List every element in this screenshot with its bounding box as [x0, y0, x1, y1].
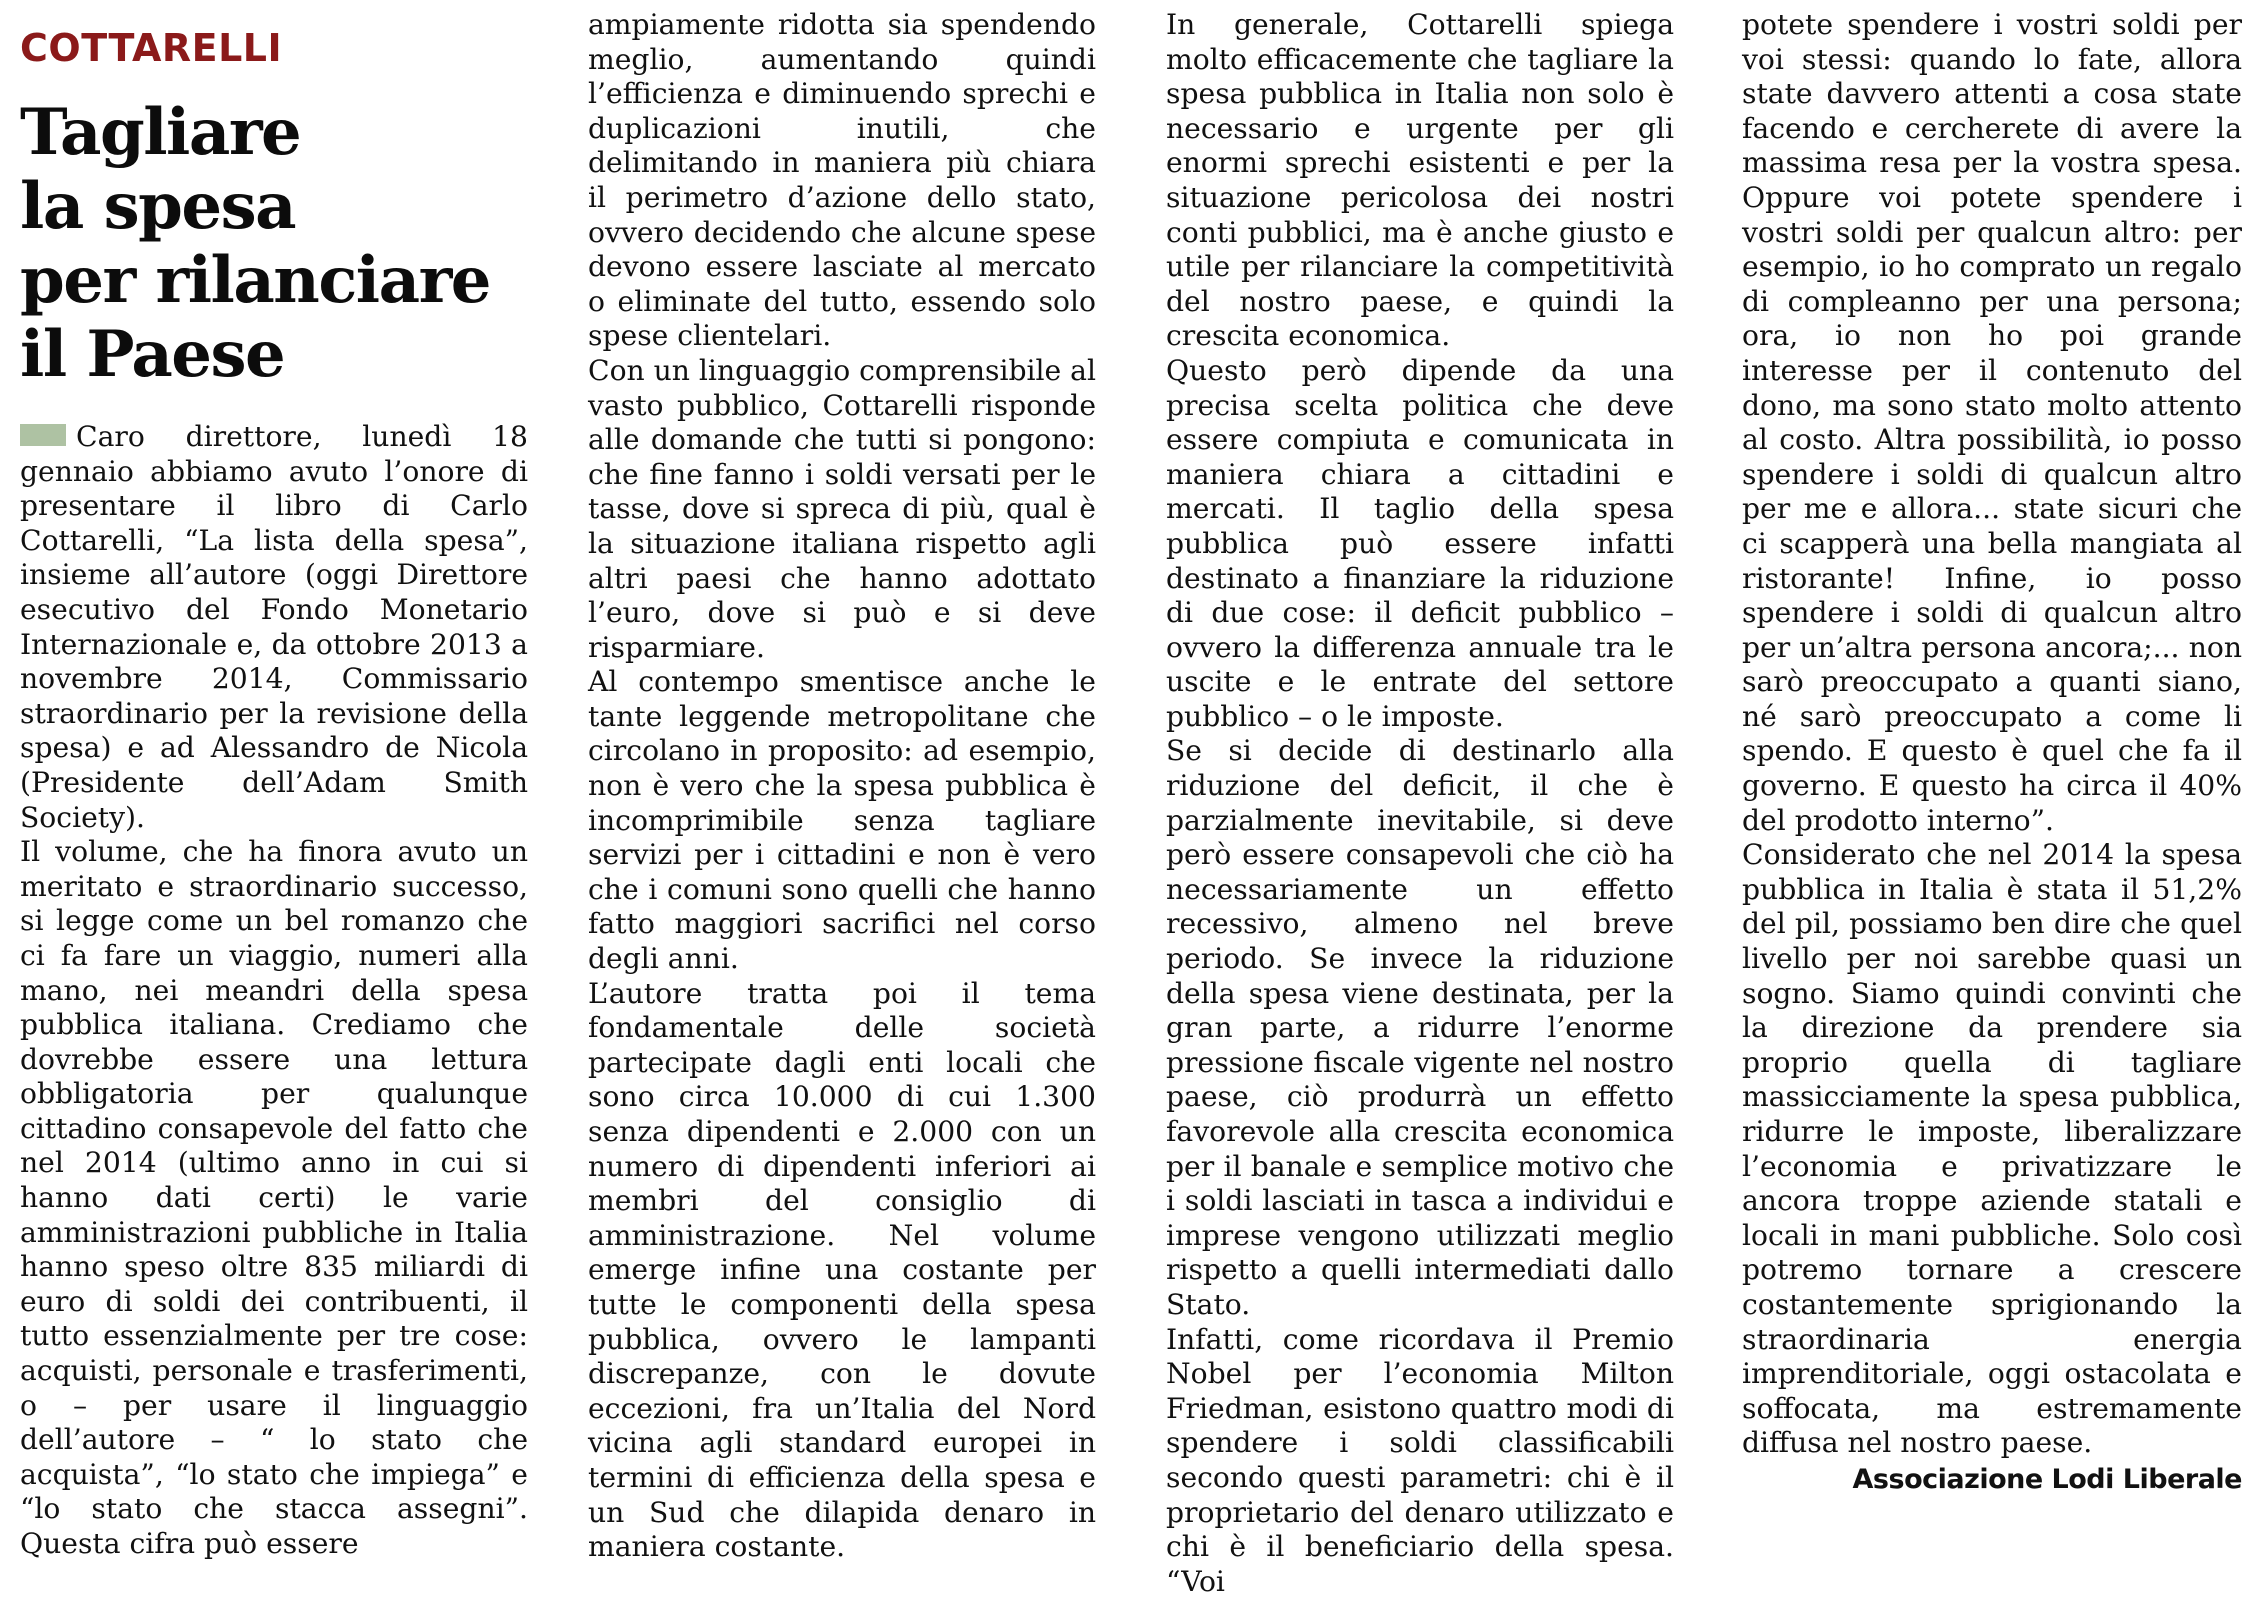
section-kicker: COTTARELLI	[20, 26, 283, 70]
section-marker	[20, 424, 66, 446]
body-paragraph: Se si decide di destinarlo alla riduzione del deficit, il che è parzialmente inevitabile, si deve però essere consapevoli che ciò ha necessariamente un effetto recessivo, almeno nel breve periodo. Se invece la riduzione della spesa viene destinata, per la gran parte, a ridurre l’enorme pressione fiscale vigente nel nostro paese, ciò produrrà un effetto favorevole alla crescita economica per il banale e semplice motivo che i soldi lasciati in tasca a individui e imprese vengono utilizzati meglio rispetto a quelli intermediati dallo Stato.	[1166, 734, 1674, 1321]
body-paragraph: Infatti, come ricordava il Premio Nobel per l’economia Milton Friedman, esistono quattro modi di spendere i soldi classificabili secondo questi parametri: chi è il proprietario del denaro utilizzato e chi è il beneficiario della spesa. “Voi	[1166, 1322, 1674, 1598]
paragraph-text: Caro direttore, lunedì 18 gennaio abbiamo avuto l’onore di presentare il libro di Carlo Cottarelli, “La lista della spesa”, insieme all’autore (oggi Direttore esecutivo del Fondo Monetario Internazionale e, da ottobre 2013 a novembre 2014, Commissario straordinario per la revisione della spesa) e ad Alessandro de Nicola (Presidente dell’Adam Smith Society).	[20, 420, 528, 834]
headline-line: Tagliare	[20, 95, 301, 170]
headline-line: il Paese	[20, 317, 285, 392]
body-paragraph: Il volume, che ha finora avuto un meritato e straordinario successo, si legge come un bel romanzo che ci fa fare un viaggio, numeri alla mano, nei meandri della spesa pubblica italiana. Crediamo che dovrebbe essere una lettura obbligatoria per qualunque cittadino consapevole del fatto che nel 2014 (ultimo anno in cui si hanno dati certi) le varie amministrazioni pubbliche in Italia hanno speso oltre 835 miliardi di euro di soldi dei contribuenti, il tutto essenzialmente per tre cose: acquisti, personale e trasferimenti, o – per usare il linguaggio dell’autore – “ lo stato che acquista”, “lo stato che impiega” e “lo stato che stacca assegni”. Questa cifra può essere	[20, 835, 528, 1560]
body-paragraph	[20, 420, 528, 835]
article-headline	[20, 96, 540, 392]
article-column-4	[1742, 8, 2242, 1495]
body-paragraph: Considerato che nel 2014 la spesa pubblica in Italia è stata il 51,2% del pil, possiamo ben dire che quel livello per noi sarebbe quasi un sogno. Siamo quindi convinti che la direzione da prendere sia proprio quella di tagliare massicciamente la spesa pubblica, ridurre le imposte, liberalizzare l’economia e privatizzare le ancora troppe aziende statali e locali in mani pubbliche. Solo così potremo tornare a crescere costantemente sprigionando la straordinaria energia imprenditoriale, oggi ostacolata e soffocata, ma estremamente diffusa nel nostro paese.	[1742, 838, 2242, 1460]
article-column-1	[20, 420, 528, 1560]
article-column-2	[588, 8, 1096, 1564]
article-signature: Associazione Lodi Liberale	[1852, 1463, 2242, 1495]
body-paragraph: Al contempo smentisce anche le tante leggende metropolitane che circolano in proposito: ad esempio, non è vero che la spesa pubblica è incomprimibile senza tagliare servizi per i cittadini e non è vero che i comuni sono quelli che hanno fatto maggiori sacrifici nel corso degli anni.	[588, 665, 1096, 976]
headline-line: la spesa	[20, 169, 296, 244]
headline-line: per rilanciare	[20, 243, 490, 318]
body-paragraph: Questo però dipende da una precisa scelta politica che deve essere compiuta e comunicata in maniera chiara a cittadini e mercati. Il taglio della spesa pubblica può essere infatti destinato a finanziare la riduzione di due cose: il deficit pubblico – ovvero la differenza annuale tra le uscite e le entrate del settore pubblico – o le imposte.	[1166, 353, 1674, 733]
body-paragraph: potete spendere i vostri soldi per voi stessi: quando lo fate, allora state davvero attenti a cosa state facendo e cercherete di avere la massima resa per la vostra spesa. Oppure voi potete spendere i vostri soldi per qualcun altro: per esempio, io ho comprato un regalo di compleanno per una persona; ora, io non ho poi grande interesse per il contenuto del dono, ma sono stato molto attento al costo. Altra possibilità, io posso spendere i soldi di qualcun altro per me e allora... state sicuri che ci scapperà una bella mangiata al ristorante! Infine, io posso spendere i soldi di qualcun altro per un’altra persona ancora;... non sarò preoccupato a quanti siano, né sarò preoccupato a come li spendo. E questo è quel che fa il governo. E questo ha circa il 40% del prodotto interno”.	[1742, 8, 2242, 837]
body-paragraph: In generale, Cottarelli spiega molto efficacemente che tagliare la spesa pubblica in Italia non solo è necessario e urgente per gli enormi sprechi esistenti e per la situazione pericolosa dei nostri conti pubblici, ma è anche giusto e utile per rilanciare la competitività del nostro paese, e quindi la crescita economica.	[1166, 8, 1674, 353]
body-paragraph: Con un linguaggio comprensibile al vasto pubblico, Cottarelli risponde alle domande che tutti si pongono: che fine fanno i soldi versati per le tasse, dove si spreca di più, qual è la situazione italiana rispetto agli altri paesi che hanno adottato l’euro, dove si può e si deve risparmiare.	[588, 353, 1096, 664]
body-paragraph: ampiamente ridotta sia spendendo meglio, aumentando quindi l’efficienza e diminuendo sprechi e duplicazioni inutili, che delimitando in maniera più chiara il perimetro d’azione dello stato, ovvero decidendo che alcune spese devono essere lasciate al mercato o eliminate del tutto, essendo solo spese clientelari.	[588, 8, 1096, 353]
article-column-3	[1166, 8, 1674, 1598]
body-paragraph: L’autore tratta poi il tema fondamentale delle società partecipate dagli enti locali che sono circa 10.000 di cui 1.300 senza dipendenti e 2.000 con un numero di dipendenti inferiori ai membri del consiglio di amministrazione. Nel volume emerge infine una costante per tutte le componenti della spesa pubblica, ovvero le lampanti discrepanze, con le dovute eccezioni, fra un’Italia del Nord vicina agli standard europei in termini di efficienza della spesa e un Sud che dilapida denaro in maniera costante.	[588, 976, 1096, 1564]
